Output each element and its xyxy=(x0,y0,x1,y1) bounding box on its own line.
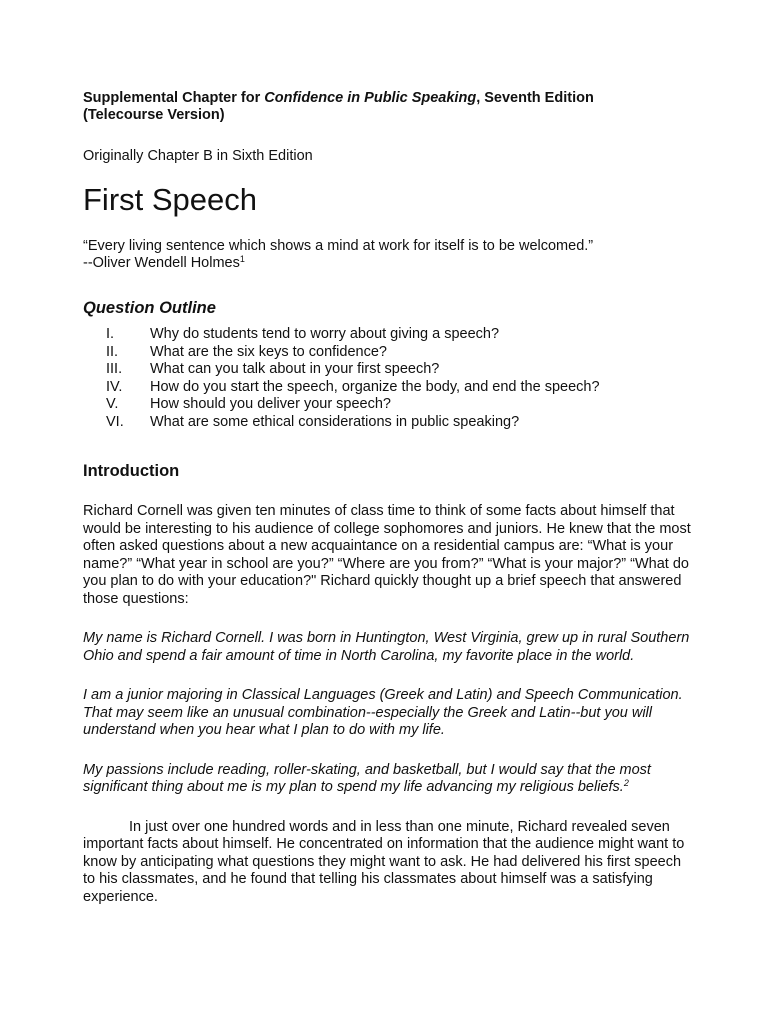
question-outline-list xyxy=(83,326,693,431)
document-page xyxy=(83,90,693,906)
intro-paragraph-1: Richard Cornell was given ten minutes of class time to think of some facts about himself that would be interesting to his audience of college sophomores and juniors. He knew that the most often asked questions about a new acquaintance on a residential campus are: “What is your name?” “What year in school are you?” “Where are you from?” “What is your major?” “What do you plan to do with your education?" Richard quickly thought up a brief speech that answered those questions: xyxy=(83,503,691,607)
list-item xyxy=(83,326,693,344)
speech-excerpt-3-text: My passions include reading, roller-skating, and basketball, but I would say that the most significant thing about me is my plan to spend my life advancing my religious beliefs. xyxy=(83,761,651,795)
outline-number: I. xyxy=(106,326,115,342)
epigraph-quote: “Every living sentence which shows a mind at work for itself is to be welcomed.” xyxy=(83,238,594,254)
supp-suffix: , Seventh Edition xyxy=(476,90,594,106)
speech-excerpt-2: I am a junior majoring in Classical Languages (Greek and Latin) and Speech Communication. That may seem like an unusual combination--especially the Greek and Latin--but you will understand when you hear what I plan to do with my life. xyxy=(83,687,683,738)
outline-text: What can you talk about in your first speech? xyxy=(150,361,440,377)
outline-number: III. xyxy=(106,361,123,377)
list-item xyxy=(83,396,693,414)
epigraph xyxy=(83,238,693,272)
speech-excerpt-3 xyxy=(83,762,693,797)
outline-number: II. xyxy=(106,343,119,360)
supp-prefix: Supplemental Chapter for xyxy=(83,90,265,106)
originally-note: Originally Chapter B in Sixth Edition xyxy=(83,148,313,164)
outline-text: Why do students tend to worry about giving a speech? xyxy=(150,326,500,342)
outline-number: IV. xyxy=(106,378,123,395)
outline-text: How should you deliver your speech? xyxy=(150,396,391,412)
epigraph-attribution: --Oliver Wendell Holmes xyxy=(83,255,240,271)
outline-text: What are the six keys to confidence? xyxy=(150,343,387,360)
supp-line2: (Telecourse Version) xyxy=(83,107,225,123)
speech-excerpt-1: My name is Richard Cornell. I was born in Huntington, West Virginia, grew up in rural Southern Ohio and spend a fair amount of time in North Carolina, my favorite place in the world. xyxy=(83,630,690,664)
introduction-heading: Introduction xyxy=(83,462,180,480)
outline-number: VI. xyxy=(106,413,124,430)
outline-text: What are some ethical considerations in public speaking? xyxy=(150,413,520,430)
question-outline-heading: Question Outline xyxy=(83,299,216,317)
list-item xyxy=(83,361,693,379)
list-item xyxy=(83,414,693,432)
intro-paragraph-2: In just over one hundred words and in less than one minute, Richard revealed seven important facts about himself. He concentrated on information that the audience might want to know by anticipating what questions they might want to ask. He had delivered his first speech to his classmates, and he found that telling his classmates about himself was a satisfying experience. xyxy=(83,818,685,905)
list-item xyxy=(83,379,693,397)
outline-text: How do you start the speech, organize the body, and end the speech? xyxy=(150,378,600,395)
supplemental-chapter-heading xyxy=(83,90,693,124)
footnote-marker[interactable]: 1 xyxy=(239,254,245,264)
page-title: First Speech xyxy=(83,182,258,217)
outline-number: V. xyxy=(106,396,119,412)
book-title: Confidence in Public Speaking xyxy=(264,90,477,106)
list-item xyxy=(83,344,693,362)
footnote-marker[interactable]: 2 xyxy=(623,778,629,788)
